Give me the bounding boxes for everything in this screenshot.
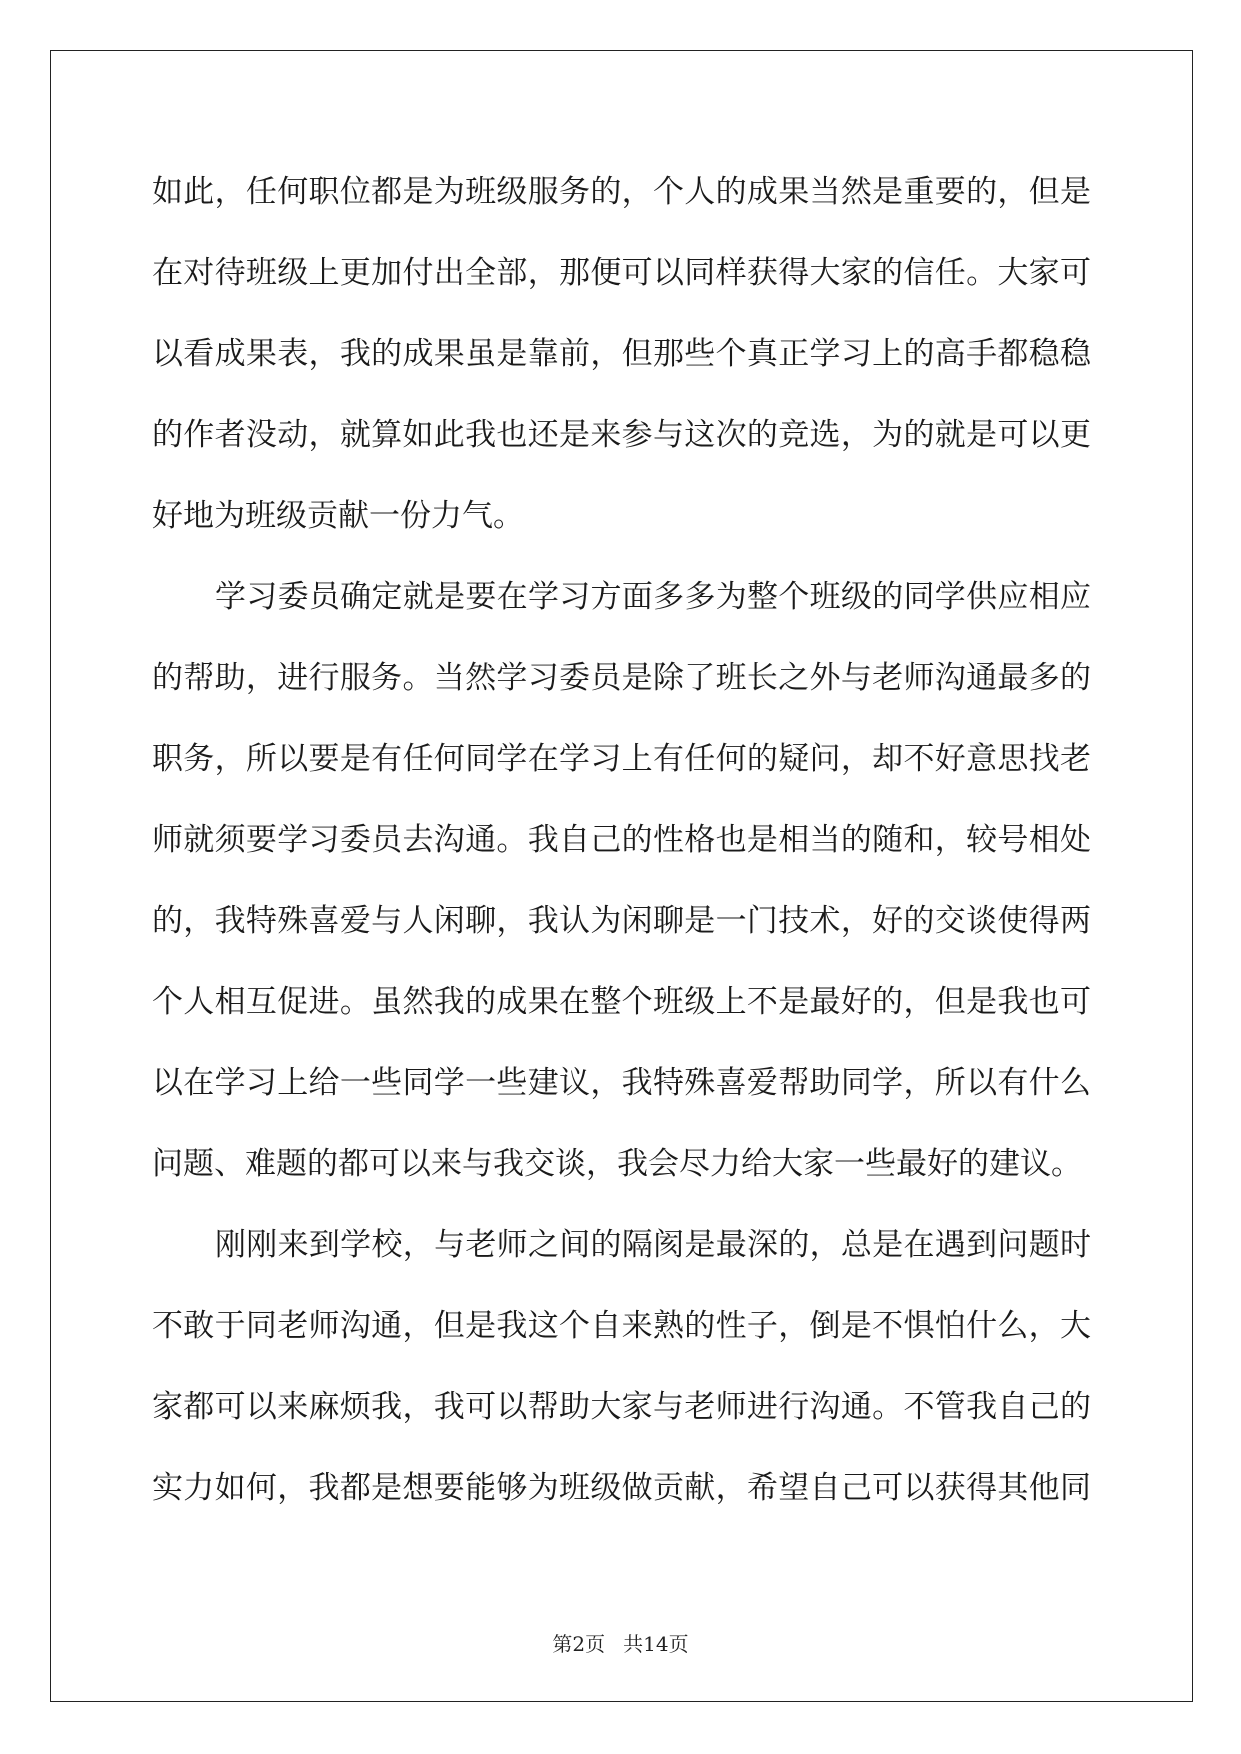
text-line: 以在学习上给一些同学一些建议，我特殊喜爱帮助同学，所以有什么 bbox=[152, 1065, 1091, 1101]
text-line: 好地为班级贡献一份力气。 bbox=[152, 498, 524, 534]
text-line: 不敢于同老师沟通，但是我这个自来熟的性子，倒是不惧怕什么，大 bbox=[152, 1308, 1091, 1344]
text-line: 师就须要学习委员去沟通。我自己的性格也是相当的随和，较号相处 bbox=[152, 822, 1091, 858]
text-line: 实力如何，我都是想要能够为班级做贡献，希望自己可以获得其他同 bbox=[152, 1470, 1091, 1506]
text-line: 的帮助，进行服务。当然学习委员是除了班长之外与老师沟通最多的 bbox=[152, 660, 1091, 696]
text-line: 家都可以来麻烦我，我可以帮助大家与老师进行沟通。不管我自己的 bbox=[152, 1389, 1091, 1425]
text-line: 在对待班级上更加付出全部，那便可以同样获得大家的信任。大家可 bbox=[152, 255, 1091, 291]
text-line: 刚刚来到学校，与老师之间的隔阂是最深的，总是在遇到问题时 bbox=[215, 1227, 1091, 1263]
text-line: 的，我特殊喜爱与人闲聊，我认为闲聊是一门技术，好的交谈使得两 bbox=[152, 903, 1091, 939]
page-footer bbox=[0, 1628, 1241, 1657]
total-pages: 共14页 bbox=[623, 1632, 689, 1656]
text-line: 学习委员确定就是要在学习方面多多为整个班级的同学供应相应 bbox=[215, 579, 1091, 615]
document-body bbox=[152, 152, 1091, 1529]
text-line: 如此，任何职位都是为班级服务的，个人的成果当然是重要的，但是 bbox=[152, 174, 1091, 210]
text-line: 问题、难题的都可以来与我交谈，我会尽力给大家一些最好的建议。 bbox=[152, 1146, 1082, 1182]
text-line: 个人相互促进。虽然我的成果在整个班级上不是最好的，但是我也可 bbox=[152, 984, 1091, 1020]
text-line: 职务，所以要是有任何同学在学习上有任何的疑问，却不好意思找老 bbox=[152, 741, 1091, 777]
page-number: 第2页 bbox=[552, 1632, 606, 1656]
text-line: 的作者没动，就算如此我也还是来参与这次的竞选，为的就是可以更 bbox=[152, 417, 1091, 453]
text-line: 以看成果表，我的成果虽是靠前，但那些个真正学习上的高手都稳稳 bbox=[152, 336, 1091, 372]
